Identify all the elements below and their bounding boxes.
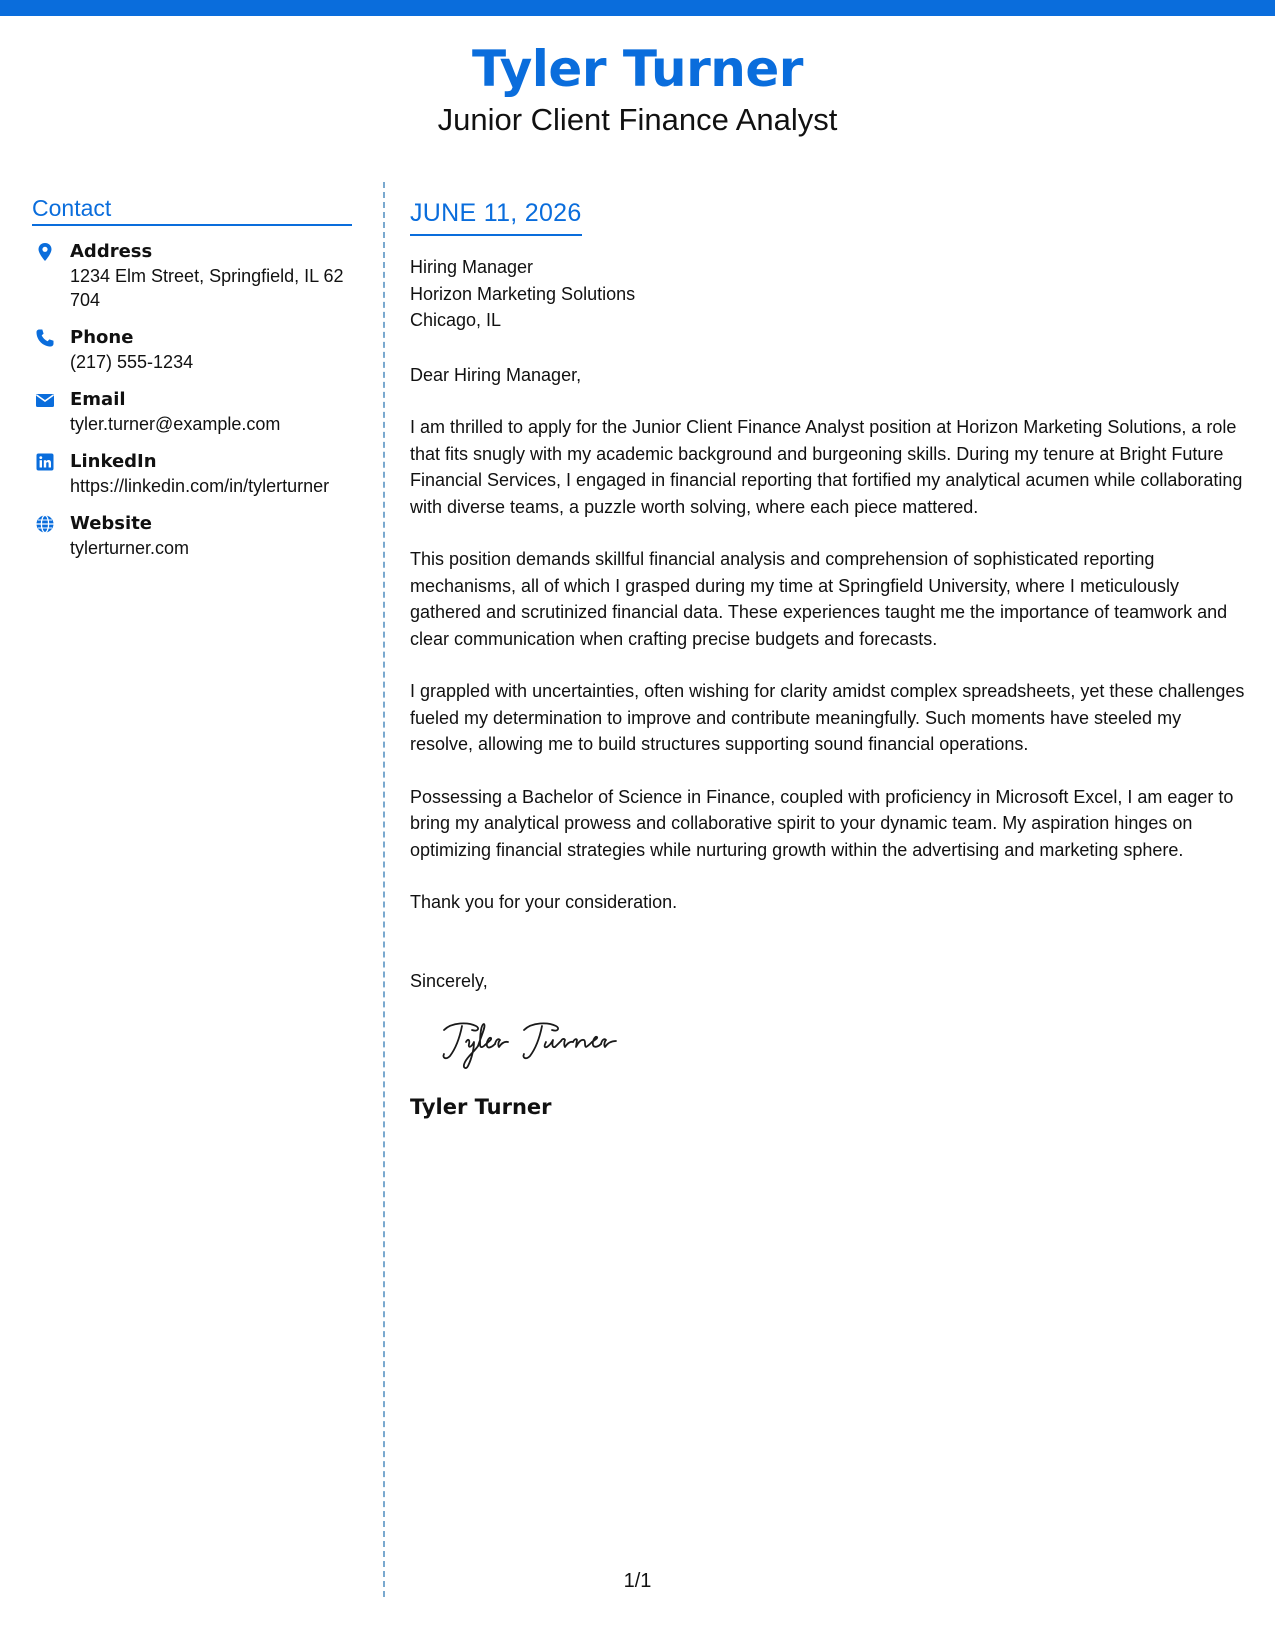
contact-list (32, 240, 352, 560)
header (0, 40, 1275, 135)
website-value[interactable]: tylerturner.com (70, 538, 190, 559)
paragraph: Thank you for your consideration. (410, 892, 678, 912)
address-value: 1234 Elm Street, Springfield, IL 62704 (70, 266, 344, 311)
contact-label: LinkedIn (70, 451, 157, 473)
recipient-name: Hiring Manager (410, 257, 534, 277)
top-accent-bar (0, 0, 1275, 16)
column-divider (383, 182, 385, 1597)
letter-date: JUNE 11, 2026 (410, 198, 582, 236)
letter-body (410, 198, 1248, 1121)
signer-name: Tyler Turner (410, 1095, 552, 1119)
contact-item-phone (32, 326, 352, 374)
paragraph: I grappled with uncertainties, often wishing for clarity amidst complex spreadsheets, yet these challenges fueled my determination to improve and contribute meaningfully. Such moments have steeled my resolve, allowing me to build structures supporting sound financial operations. (410, 681, 1245, 754)
phone-value[interactable]: (217) 555-1234 (70, 352, 194, 373)
contact-item-linkedin (32, 450, 352, 498)
linkedin-icon (35, 452, 55, 472)
contact-label: Phone (70, 327, 134, 349)
recipient-block (410, 254, 1248, 334)
map-pin-icon (35, 242, 55, 262)
salutation: Dear Hiring Manager, (410, 364, 582, 385)
job-title: Junior Client Finance Analyst (437, 102, 838, 137)
globe-icon (35, 514, 55, 534)
phone-icon (35, 328, 55, 348)
candidate-name: Tyler Turner (472, 40, 803, 98)
recipient-company: Horizon Marketing Solutions (410, 283, 636, 304)
contact-item-email (32, 388, 352, 436)
closing: Sincerely, (410, 970, 488, 991)
contact-heading: Contact (32, 196, 352, 226)
linkedin-value[interactable]: https://linkedin.com/in/tylerturner (70, 476, 330, 497)
contact-item-address (32, 240, 352, 312)
paragraph: Possessing a Bachelor of Science in Finance, coupled with proficiency in Microsoft Excel, I am eager to bring my analytical prowess and collaborative spirit to your dynamic team. My aspiration hinges on optimizing financial strategies while nurturing growth within the advertising and marketing sphere. (410, 786, 1234, 860)
contact-label: Email (70, 389, 126, 411)
handwritten-signature (438, 1016, 648, 1072)
recipient-location: Chicago, IL (410, 310, 502, 330)
contact-sidebar (32, 196, 352, 574)
contact-item-website (32, 512, 352, 560)
page-number: 1/1 (623, 1570, 652, 1592)
envelope-icon (35, 390, 55, 410)
email-value[interactable]: tyler.turner@example.com (70, 414, 281, 435)
paragraph: I am thrilled to apply for the Junior Client Finance Analyst position at Horizon Marketing Solutions, a role that fits snugly with my academic background and burgeoning skills. During my tenure at Bright Future Financial Services, I engaged in financial reporting that fortified my analytical acumen while collaborating with diverse teams, a puzzle worth solving, where each piece mattered. (410, 417, 1243, 517)
contact-label: Address (70, 241, 153, 263)
contact-label: Website (70, 513, 153, 535)
paragraph: This position demands skillful financial analysis and comprehension of sophisticated reporting mechanisms, all of which I grasped during my time at Springfield University, where I meticulously gathered and scrutinized financial data. These experiences taught me the importance of teamwork and clear communication when crafting precise budgets and forecasts. (410, 549, 1228, 649)
